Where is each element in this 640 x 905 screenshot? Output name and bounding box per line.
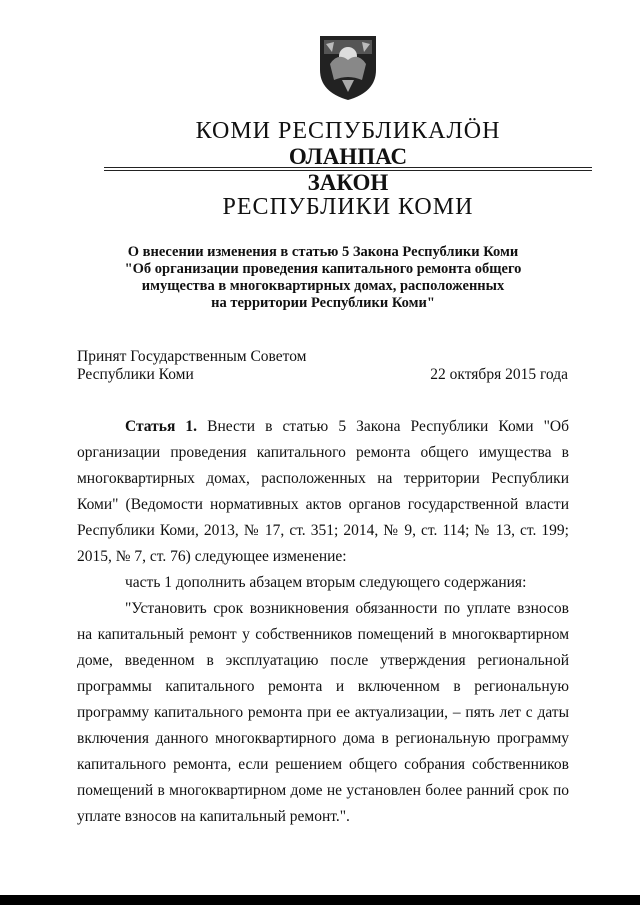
law-title-line: "Об организации проведения капитального ремонта общего (124, 261, 522, 277)
adoption-line: Принят Государственным Советом (77, 348, 307, 365)
adoption-line: Республики Коми (77, 366, 194, 383)
komi-coat-of-arms-icon (316, 30, 380, 102)
header-zakon: ЗАКОН (307, 170, 389, 195)
header-divider (104, 167, 592, 168)
header-respubliki-komi: РЕСПУБЛИКИ КОМИ (222, 194, 474, 220)
law-title-line: имущества в многоквартирных домах, расположенных (141, 278, 505, 294)
header-komi-language-line: КОМИ РЕСПУБЛИКАЛÖН (195, 118, 501, 144)
amendment-quote: "Установить срок возникновения обязанности по уплате взносов на капитальный ремонт у собственников помещений в многоквартирном доме, введенном в эксплуатацию после утверждения региональной программы капитального ремонта и включенном в региональную программу капитального ремонта при ее актуализации, – пять лет с даты включения данного многоквартирного дома в региональную программу капитального ремонта, если решением общего собрания собственников помещений в многоквартирном доме не установлен более ранний срок по уплате взносов на капитальный ремонт.". (77, 600, 569, 825)
adoption-date: 22 октября 2015 года (430, 366, 568, 383)
law-title-line: на территории Республики Коми" (211, 295, 435, 311)
article-1-paragraph (77, 414, 569, 570)
header-olanpas: ОЛАНПАС (288, 144, 408, 169)
scan-bottom-edge (0, 895, 640, 905)
article-text: Внести в статью 5 Закона Республики Коми "Об организации проведения капитального ремонта общего имущества в многоквартирных домах, расположенных на территории Республики Коми" (Ведомости нормативных актов органов государственной власти Республики Коми, 2013, № 17, ст. 351; 2014, № 9, ст. 114; № 13, ст. 199; 2015, № 7, ст. 76) следующее изменение: (77, 418, 570, 565)
adoption-statement (77, 348, 307, 384)
law-title (0, 244, 640, 312)
law-title-line: О внесении изменения в статью 5 Закона Республики Коми (127, 244, 519, 260)
amendment-instruction: часть 1 дополнить абзацем вторым следующего содержания: (125, 574, 527, 591)
article-label: Статья 1. (125, 418, 198, 435)
